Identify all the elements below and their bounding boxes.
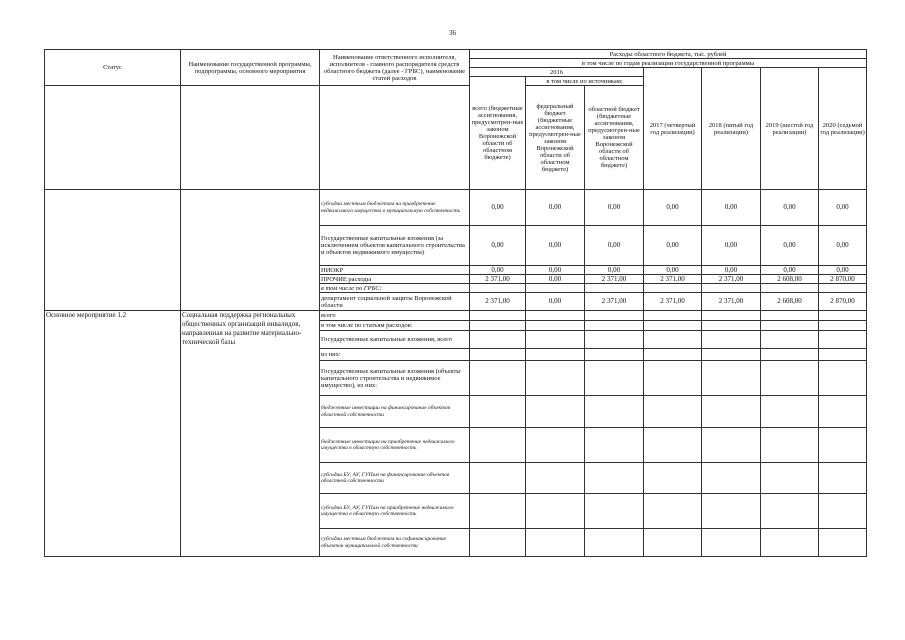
row-value: 2 371,00 <box>585 293 644 311</box>
row-value <box>644 331 702 349</box>
row-label: Государственные капитальные вложения (объекты капитального строительства и недвижимое имущество), из них: <box>320 361 470 396</box>
row-value: 0,00 <box>819 266 867 275</box>
row-value: 0,00 <box>585 226 644 266</box>
row-value <box>526 284 585 293</box>
row-value: 0,00 <box>526 190 585 226</box>
row-value <box>526 311 585 321</box>
row-value <box>526 494 585 529</box>
row-value <box>644 361 702 396</box>
row-value: 0,00 <box>702 190 761 226</box>
row-value: 2 371,00 <box>470 293 526 311</box>
row-value <box>702 321 761 331</box>
row-value <box>761 361 819 396</box>
row-value: 0,00 <box>702 266 761 275</box>
row-value: 2 608,00 <box>761 275 819 284</box>
row-value <box>470 284 526 293</box>
row-value <box>644 321 702 331</box>
top-status-cell <box>45 190 181 311</box>
row-value <box>470 361 526 396</box>
row-value: 0,00 <box>526 293 585 311</box>
header-2019: 2019 (шестой год реализации) <box>761 68 819 190</box>
row-value <box>819 396 867 428</box>
row-value <box>644 349 702 361</box>
row-value: 2 371,00 <box>702 293 761 311</box>
row-value <box>702 494 761 529</box>
event-name: Социальная поддержка региональных общественных организаций инвалидов, направленная на развитие материально-технической базы <box>181 311 320 557</box>
row-value: 0,00 <box>526 266 585 275</box>
row-value: 2 870,00 <box>819 293 867 311</box>
header-executor-spacer <box>320 86 470 190</box>
header-2017: 2017 (четвертый год реализации) <box>644 68 702 190</box>
top-name-cell <box>181 190 320 311</box>
event-status: Основное мероприятие 1.2 <box>45 311 181 557</box>
row-value: 0,00 <box>644 190 702 226</box>
row-value <box>702 428 761 463</box>
header-status-spacer <box>45 86 181 190</box>
row-value <box>761 529 819 557</box>
row-value <box>585 494 644 529</box>
row-value: 2 371,00 <box>644 293 702 311</box>
row-value: 0,00 <box>470 266 526 275</box>
header-regional: областной бюджет (бюджетные ассигнования, предусмотрен-ные законом Воронежской области об областном бюджете) <box>585 86 644 190</box>
row-label: в том числе по статьям расходов: <box>320 321 470 331</box>
row-value <box>761 428 819 463</box>
header-total-2016: всего (бюджетные ассигнования, предусмотрен-ные законом Воронежской области об областном бюджете) <box>470 77 526 190</box>
row-value <box>470 396 526 428</box>
row-value <box>644 494 702 529</box>
row-value: 0,00 <box>644 226 702 266</box>
header-expenses-title: Расходы областного бюджета, тыс. рублей <box>470 50 867 59</box>
row-value <box>526 321 585 331</box>
row-label: всего <box>320 311 470 321</box>
row-value <box>819 284 867 293</box>
row-value <box>526 349 585 361</box>
row-value <box>585 321 644 331</box>
row-value: 0,00 <box>585 266 644 275</box>
row-value <box>585 331 644 349</box>
row-value <box>644 428 702 463</box>
row-label: субсидии местным бюджетам на приобретение недвижимого имущества в муниципальную собственность <box>320 190 470 226</box>
row-label: бюджетные инвестиции на приобретение недвижимого имущества в областную собственность <box>320 428 470 463</box>
row-label: бюджетные инвестиции на финансирование объектов областной собственности <box>320 396 470 428</box>
row-value <box>819 361 867 396</box>
row-value <box>644 284 702 293</box>
row-value <box>702 396 761 428</box>
row-value <box>761 463 819 494</box>
row-value <box>761 494 819 529</box>
header-2018: 2018 (пятый год реализации) <box>702 68 761 190</box>
row-value <box>470 349 526 361</box>
row-value <box>702 284 761 293</box>
row-value <box>702 331 761 349</box>
header-federal: федеральный бюджет (бюджетные ассигнования, предусмотрен-ные законом Воронежской области об областном бюджете) <box>526 86 585 190</box>
row-value <box>761 321 819 331</box>
row-value <box>585 428 644 463</box>
row-value <box>819 349 867 361</box>
row-value <box>470 428 526 463</box>
row-label: субсидии БУ, АУ, ГУПам на приобретение недвижимого имущества в областную собственность <box>320 494 470 529</box>
row-value <box>819 529 867 557</box>
row-value: 0,00 <box>761 266 819 275</box>
header-program-spacer <box>181 86 320 190</box>
row-value <box>585 311 644 321</box>
header-2020: 2020 (седьмой год реализации) <box>819 68 867 190</box>
row-value <box>470 331 526 349</box>
row-label: НИОКР <box>320 266 470 275</box>
row-value: 2 870,00 <box>819 275 867 284</box>
header-by-sources: в том числе по источникам: <box>526 77 644 86</box>
row-value <box>470 311 526 321</box>
row-value: 2 608,00 <box>761 293 819 311</box>
row-label: Государственные капитальные вложения (за исключением объектов капитального строительства и объектов недвижимого имущества) <box>320 226 470 266</box>
row-value <box>819 311 867 321</box>
row-value <box>761 396 819 428</box>
row-value <box>819 428 867 463</box>
row-value: 0,00 <box>819 190 867 226</box>
row-value: 0,00 <box>819 226 867 266</box>
header-year-2016: 2016 <box>470 68 644 77</box>
row-value <box>585 396 644 428</box>
header-executor: Наименование ответственного исполнителя, исполнителя - главного распорядителя средств областного бюджета (далее - ГРБС), наименование статей расходов <box>320 50 470 86</box>
row-value <box>585 361 644 396</box>
row-value <box>526 361 585 396</box>
row-value: 0,00 <box>644 266 702 275</box>
row-label: из них: <box>320 349 470 361</box>
row-value <box>585 284 644 293</box>
row-value <box>585 529 644 557</box>
row-label: субсидии БУ, АУ, ГУПам на финансирование объектов областной собственности <box>320 463 470 494</box>
row-value: 0,00 <box>526 275 585 284</box>
row-value: 2 371,00 <box>644 275 702 284</box>
row-label: департамент социальной защиты Воронежской области <box>320 293 470 311</box>
row-value: 0,00 <box>470 190 526 226</box>
row-value <box>526 396 585 428</box>
row-value <box>526 428 585 463</box>
budget-table <box>44 49 867 557</box>
row-label: субсидии местным бюджетам на софинансирование объектов муниципальной собственности <box>320 529 470 557</box>
row-value <box>644 396 702 428</box>
row-value <box>470 463 526 494</box>
row-value <box>470 529 526 557</box>
row-value: 0,00 <box>702 226 761 266</box>
row-label: Государственные капитальные вложения, всего <box>320 331 470 349</box>
row-value <box>644 529 702 557</box>
row-value: 0,00 <box>585 190 644 226</box>
row-value: 0,00 <box>470 226 526 266</box>
row-value <box>585 463 644 494</box>
row-value: 2 371,00 <box>470 275 526 284</box>
row-value <box>702 529 761 557</box>
row-value <box>761 331 819 349</box>
row-value <box>819 321 867 331</box>
row-value <box>526 463 585 494</box>
row-value <box>761 311 819 321</box>
row-value <box>585 349 644 361</box>
row-value: 0,00 <box>526 226 585 266</box>
row-value: 0,00 <box>761 190 819 226</box>
row-value <box>702 361 761 396</box>
page-number: 36 <box>449 29 456 37</box>
header-program-name: Наименование государственной программы, подпрограммы, основного мероприятия <box>181 50 320 86</box>
row-value <box>702 311 761 321</box>
row-value: 2 371,00 <box>702 275 761 284</box>
row-label: в том числе по ГРБС: <box>320 284 470 293</box>
row-value <box>470 321 526 331</box>
header-status: Статус <box>45 50 181 86</box>
row-value <box>819 463 867 494</box>
row-value <box>470 494 526 529</box>
header-by-years: в том числе по годам реализации государственной программы <box>470 59 867 68</box>
row-label: ПРОЧИЕ расходы <box>320 275 470 284</box>
row-value <box>761 349 819 361</box>
row-value <box>819 494 867 529</box>
row-value <box>702 463 761 494</box>
row-value <box>526 529 585 557</box>
row-value <box>761 284 819 293</box>
row-value <box>644 311 702 321</box>
row-value <box>526 331 585 349</box>
row-value: 0,00 <box>761 226 819 266</box>
row-value: 2 371,00 <box>585 275 644 284</box>
row-value <box>644 463 702 494</box>
row-value <box>819 331 867 349</box>
row-value <box>702 349 761 361</box>
